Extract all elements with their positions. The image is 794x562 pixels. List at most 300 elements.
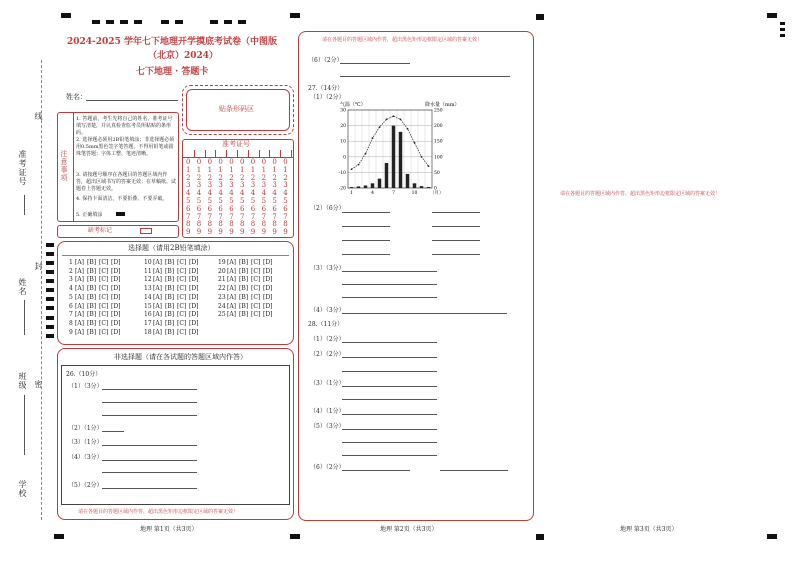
q27-head: 27.（14分） xyxy=(308,85,344,92)
choice-option-bubble[interactable]: [D] xyxy=(111,267,121,275)
reg-mark xyxy=(46,252,54,256)
answer-line[interactable] xyxy=(102,389,197,390)
answer-line[interactable] xyxy=(342,240,390,241)
choice-option-bubble[interactable]: [C] xyxy=(99,293,109,301)
choice-option-bubble[interactable]: [A] xyxy=(75,259,85,266)
answer-line[interactable] xyxy=(342,342,437,343)
choice-option-bubble[interactable]: [B] xyxy=(239,311,249,319)
exam-no-digit[interactable]: 4 xyxy=(229,189,234,198)
choice-option-bubble[interactable]: [C] xyxy=(251,311,261,319)
answer-line[interactable] xyxy=(340,76,510,77)
chart-x-tick: 7 xyxy=(392,191,395,196)
answer-line[interactable] xyxy=(102,431,124,432)
exam-no-digit[interactable]: 4 xyxy=(240,189,245,198)
choice-option-bubble[interactable]: [B] xyxy=(165,259,175,266)
chart-point-temperature xyxy=(421,156,423,158)
exam-no-digit[interactable]: 3 xyxy=(240,181,245,190)
choice-option-bubble[interactable]: [A] xyxy=(153,319,163,327)
choice-option-bubble[interactable]: [B] xyxy=(239,267,249,275)
answer-line[interactable] xyxy=(342,371,437,372)
choice-question-number: 7 xyxy=(69,311,73,319)
footer-3: 地理 第3页（共3页） xyxy=(620,526,678,533)
exam-no-digit[interactable]: 5 xyxy=(196,197,202,205)
answer-line[interactable] xyxy=(102,402,197,403)
choice-option-bubble[interactable]: [B] xyxy=(87,267,97,275)
name-field[interactable] xyxy=(86,100,178,101)
choice-option-bubble[interactable]: [A] xyxy=(75,311,85,319)
exam-no-digit[interactable]: 2 xyxy=(186,173,191,182)
choice-option-bubble[interactable]: [A] xyxy=(75,267,85,275)
choice-option-bubble[interactable]: [D] xyxy=(111,276,121,284)
reg-mark xyxy=(780,22,785,25)
notice-label: 注意事项 xyxy=(60,150,68,182)
exam-no-digit[interactable]: 9 xyxy=(207,228,213,237)
q27-1: （1）（2分） xyxy=(310,94,345,101)
reg-mark xyxy=(290,534,300,539)
choice-option-bubble[interactable]: [D] xyxy=(189,302,199,310)
q28-6: （6）（2分） xyxy=(310,464,345,471)
choice-option-bubble[interactable]: [D] xyxy=(111,302,121,310)
answer-line[interactable] xyxy=(432,254,480,255)
exam-no-digit[interactable]: 6 xyxy=(207,204,213,213)
exam-no-digit[interactable]: 1 xyxy=(272,165,277,174)
exam-no-digit[interactable]: 6 xyxy=(240,204,245,213)
choice-option-bubble[interactable]: [C] xyxy=(251,302,261,310)
exam-no-digit[interactable]: 4 xyxy=(207,189,213,198)
reg-mark xyxy=(92,20,100,24)
choice-option-bubble[interactable]: [A] xyxy=(227,267,237,275)
choice-option-bubble[interactable]: [C] xyxy=(177,302,187,310)
exam-no-digit[interactable]: 4 xyxy=(196,189,202,198)
reg-mark xyxy=(46,243,54,247)
choice-option-bubble[interactable]: [A] xyxy=(153,293,163,301)
exam-no-digit[interactable]: 9 xyxy=(218,228,223,237)
exam-no-digit[interactable]: 7 xyxy=(207,212,213,221)
exam-no-digit[interactable]: 3 xyxy=(250,181,256,190)
choice-option-bubble[interactable]: [A] xyxy=(227,285,237,293)
exam-no-digit[interactable]: 5 xyxy=(272,197,277,205)
choice-option-bubble[interactable]: [A] xyxy=(227,276,237,284)
answer-line[interactable] xyxy=(340,63,410,64)
chart-point-temperature xyxy=(365,153,367,155)
side-line xyxy=(24,195,25,215)
exam-no-digit[interactable]: 3 xyxy=(207,181,213,190)
choice-option-bubble[interactable]: [B] xyxy=(87,276,97,284)
chart-x-tick: 1 xyxy=(350,191,353,196)
answer-line[interactable] xyxy=(432,212,480,213)
chart-point-temperature xyxy=(407,128,409,130)
answer-line[interactable] xyxy=(342,470,410,471)
exam-no-digit[interactable]: 1 xyxy=(229,165,234,174)
answer-line[interactable] xyxy=(342,442,437,443)
exam-no-digit[interactable]: 2 xyxy=(283,173,288,182)
choice-option-bubble[interactable]: [D] xyxy=(111,259,121,266)
choice-option-bubble[interactable]: [D] xyxy=(189,311,199,319)
choice-option-bubble[interactable]: [D] xyxy=(263,302,273,310)
footer-1: 地理 第1页（共3页） xyxy=(140,526,198,533)
choice-option-bubble[interactable]: [D] xyxy=(189,328,199,336)
choice-option-bubble[interactable]: [C] xyxy=(177,267,187,275)
choice-option-bubble[interactable]: [C] xyxy=(99,267,109,275)
choice-question-number: 12 xyxy=(144,276,152,284)
choice-option-bubble[interactable]: [D] xyxy=(189,267,199,275)
choice-option-bubble[interactable]: [B] xyxy=(165,285,175,293)
chart-bar-precipitation xyxy=(364,186,368,188)
exam-no-digit[interactable]: 6 xyxy=(186,204,191,213)
exam-no-digit[interactable]: 5 xyxy=(240,197,245,205)
choice-option-bubble[interactable]: [B] xyxy=(87,302,97,310)
choice-option-bubble[interactable]: [C] xyxy=(251,259,261,266)
exam-no-digit[interactable]: 8 xyxy=(261,220,267,229)
choice-question-number: 1 xyxy=(69,259,73,266)
q26-head: 26.（10分） xyxy=(66,371,102,378)
exam-no-digit[interactable]: 4 xyxy=(283,189,288,198)
choice-option-bubble[interactable]: [B] xyxy=(165,319,175,327)
exam-no-digit[interactable]: 7 xyxy=(272,212,277,221)
choice-option-bubble[interactable]: [B] xyxy=(165,276,175,284)
exam-no-digit[interactable]: 6 xyxy=(261,204,267,213)
chart-y-tick-left: 10 xyxy=(340,139,346,145)
choice-option-bubble[interactable]: [C] xyxy=(251,267,261,275)
exam-no-digit[interactable]: 8 xyxy=(240,220,245,229)
exam-no-digit[interactable]: 9 xyxy=(283,228,288,237)
choice-question-number: 23 xyxy=(218,293,226,301)
exam-no-digit[interactable]: 2 xyxy=(229,173,234,182)
exam-no-digit[interactable]: 3 xyxy=(186,181,191,190)
reg-mark xyxy=(290,13,300,18)
choice-option-bubble[interactable]: [D] xyxy=(263,276,273,284)
choice-option-bubble[interactable]: [B] xyxy=(165,267,175,275)
choice-option-bubble[interactable]: [A] xyxy=(153,311,163,319)
exam-no-digit[interactable]: 8 xyxy=(272,220,277,229)
choice-option-bubble[interactable]: [A] xyxy=(75,285,85,293)
exam-no-digit[interactable]: 6 xyxy=(218,204,223,213)
exam-no-digit[interactable]: 2 xyxy=(250,173,256,182)
choice-question-number: 8 xyxy=(69,319,73,327)
exam-no-digit[interactable]: 2 xyxy=(272,173,277,182)
choice-option-bubble[interactable]: [B] xyxy=(165,311,175,319)
choice-question-number: 11 xyxy=(144,267,152,275)
choice-option-bubble[interactable]: [C] xyxy=(177,311,187,319)
answer-line[interactable] xyxy=(342,357,437,358)
choice-option-bubble[interactable]: [A] xyxy=(227,293,237,301)
choice-option-bubble[interactable]: [D] xyxy=(111,328,121,336)
answer-line[interactable] xyxy=(342,254,390,255)
choice-option-bubble[interactable]: [A] xyxy=(153,267,163,275)
exam-no-digit[interactable]: 6 xyxy=(196,204,202,213)
choice-option-bubble[interactable]: [B] xyxy=(239,276,249,284)
exam-no-digit[interactable]: 8 xyxy=(207,220,213,229)
chart-y-tick-right: 200 xyxy=(434,124,443,130)
answer-line[interactable] xyxy=(440,470,508,471)
answer-line[interactable] xyxy=(432,226,480,227)
choice-option-bubble[interactable]: [A] xyxy=(153,276,163,284)
choice-option-bubble[interactable]: [A] xyxy=(75,319,85,327)
reg-mark xyxy=(175,20,183,24)
choice-option-bubble[interactable]: [D] xyxy=(263,285,273,293)
exam-no-digit[interactable]: 5 xyxy=(218,197,223,205)
chart-y-tick-left: 20 xyxy=(340,124,346,130)
exam-no-digit[interactable]: 2 xyxy=(240,173,245,182)
exam-no-column xyxy=(238,150,249,158)
exam-no-digit[interactable]: 0 xyxy=(218,158,223,166)
exam-no-digit[interactable]: 8 xyxy=(250,220,256,229)
chart-point-temperature xyxy=(379,126,381,128)
side-line xyxy=(24,300,25,335)
choice-option-bubble[interactable]: [C] xyxy=(177,285,187,293)
answer-line[interactable] xyxy=(342,284,437,285)
answer-line[interactable] xyxy=(342,271,437,272)
notice-divider xyxy=(73,112,74,222)
exam-no-digit[interactable]: 2 xyxy=(261,173,267,182)
exam-no-digit[interactable]: 1 xyxy=(283,165,288,174)
choice-option-bubble[interactable]: [D] xyxy=(263,259,273,266)
exam-no-digit[interactable]: 1 xyxy=(218,165,223,174)
choice-option-bubble[interactable]: [D] xyxy=(189,319,199,327)
choice-option-bubble[interactable]: [D] xyxy=(111,293,121,301)
choice-option-bubble[interactable]: [D] xyxy=(189,259,199,266)
exam-no-digit[interactable]: 9 xyxy=(272,228,277,237)
page-title-2: （北京）2024） xyxy=(148,51,219,61)
exam-no-digit[interactable]: 8 xyxy=(283,220,288,229)
exam-no-digit[interactable]: 5 xyxy=(229,197,234,205)
choice-option-bubble[interactable]: [A] xyxy=(153,302,163,310)
choice-option-bubble[interactable]: [B] xyxy=(239,302,249,310)
exam-no-digit[interactable]: 3 xyxy=(272,181,277,190)
choice-option-bubble[interactable]: [B] xyxy=(239,293,249,301)
choice-option-bubble[interactable]: [C] xyxy=(251,276,261,284)
q26-item-1: （1）（3分） xyxy=(68,383,103,390)
exam-no-digit[interactable]: 7 xyxy=(240,212,245,221)
choice-option-bubble[interactable]: [B] xyxy=(87,328,97,336)
exam-no-digit[interactable]: 3 xyxy=(283,181,288,190)
exam-no-digit[interactable]: 0 xyxy=(240,158,245,166)
exam-no-digit[interactable]: 6 xyxy=(283,204,288,213)
chart-ylabel-left: 气温（℃） xyxy=(340,102,366,108)
exam-no-digit[interactable]: 6 xyxy=(250,204,256,213)
exam-no-digit[interactable]: 7 xyxy=(250,212,256,221)
answer-line[interactable] xyxy=(102,445,197,446)
exam-no-digit[interactable]: 8 xyxy=(229,220,234,229)
exam-no-digit[interactable]: 0 xyxy=(283,158,288,166)
p2-q6: （6）（2分） xyxy=(308,57,343,64)
choice-option-bubble[interactable]: [D] xyxy=(263,293,273,301)
choice-option-bubble[interactable]: [A] xyxy=(75,276,85,284)
choice-option-bubble[interactable]: [C] xyxy=(99,259,109,266)
exam-no-digit[interactable]: 9 xyxy=(196,228,202,237)
exam-no-digit[interactable]: 2 xyxy=(218,173,223,182)
choice-option-bubble[interactable]: [A] xyxy=(75,293,85,301)
reg-mark xyxy=(120,20,128,24)
exam-no-digit[interactable]: 5 xyxy=(207,197,213,205)
choice-option-bubble[interactable]: [C] xyxy=(177,328,187,336)
exam-no-digit[interactable]: 6 xyxy=(229,204,234,213)
exam-no-digit[interactable]: 4 xyxy=(261,189,267,198)
chart-y-tick-right: 50 xyxy=(434,170,440,176)
exam-no-digit[interactable]: 5 xyxy=(261,197,267,205)
choice-option-bubble[interactable]: [D] xyxy=(189,276,199,284)
choice-option-bubble[interactable]: [C] xyxy=(251,285,261,293)
exam-no-digit[interactable]: 9 xyxy=(229,228,234,237)
exam-no-digit[interactable]: 5 xyxy=(250,197,256,205)
choice-option-bubble[interactable]: [A] xyxy=(75,328,85,336)
answer-line[interactable] xyxy=(342,429,437,430)
answer-line[interactable] xyxy=(102,415,197,416)
choice-option-bubble[interactable]: [B] xyxy=(87,293,97,301)
exam-no-digit[interactable]: 2 xyxy=(196,173,202,182)
choice-option-bubble[interactable]: [C] xyxy=(177,293,187,301)
answer-line[interactable] xyxy=(342,212,390,213)
choice-option-bubble[interactable]: [B] xyxy=(165,328,175,336)
barcode-label: 贴条形码区 xyxy=(219,105,254,113)
exam-no-digit[interactable]: 0 xyxy=(261,158,267,166)
choice-option-bubble[interactable]: [A] xyxy=(227,311,237,319)
exam-no-digit[interactable]: 4 xyxy=(218,189,223,198)
choice-option-bubble[interactable]: [B] xyxy=(165,293,175,301)
exam-no-digit[interactable]: 5 xyxy=(186,197,191,205)
choice-option-bubble[interactable]: [A] xyxy=(227,259,237,266)
exam-no-digit[interactable]: 0 xyxy=(250,158,256,166)
answer-line[interactable] xyxy=(102,472,197,473)
chart-point-temperature xyxy=(414,142,416,144)
choice-option-bubble[interactable]: [A] xyxy=(75,302,85,310)
choice-option-bubble[interactable]: [B] xyxy=(239,259,249,266)
exam-no-digit[interactable]: 6 xyxy=(272,204,277,213)
reg-mark xyxy=(46,325,54,329)
side-name: 姓名 xyxy=(18,278,27,296)
chart-ylabel-right: 降水量（mm） xyxy=(425,102,460,108)
answer-line[interactable] xyxy=(342,455,437,456)
choice-option-bubble[interactable]: [C] xyxy=(99,302,109,310)
exam-no-digit[interactable]: 8 xyxy=(196,220,202,229)
choice-option-bubble[interactable]: [D] xyxy=(111,311,121,319)
choice-question-number: 15 xyxy=(144,302,152,310)
exam-no-column xyxy=(249,150,260,158)
exam-no-digit[interactable]: 4 xyxy=(250,189,256,198)
chart-point-temperature xyxy=(372,137,374,139)
exam-no-digit[interactable]: 3 xyxy=(229,181,234,190)
exam-no-digit[interactable]: 0 xyxy=(207,158,213,166)
exam-no-digit[interactable]: 9 xyxy=(186,228,191,237)
choice-question-number: 9 xyxy=(69,328,73,336)
exam-no-column xyxy=(260,150,271,158)
choice-option-bubble[interactable]: [D] xyxy=(189,285,199,293)
exam-no-digit[interactable]: 7 xyxy=(283,212,288,221)
answer-line[interactable] xyxy=(342,297,437,298)
absent-checkbox[interactable] xyxy=(140,228,152,234)
reg-mark xyxy=(536,14,544,20)
choice-option-bubble[interactable]: [C] xyxy=(177,319,187,327)
exam-no-digit[interactable]: 1 xyxy=(186,165,191,174)
choice-option-bubble[interactable]: [B] xyxy=(87,311,97,319)
chart-point-temperature xyxy=(400,118,402,120)
exam-no-digit[interactable]: 0 xyxy=(272,158,277,166)
choice-option-bubble[interactable]: [C] xyxy=(177,259,187,266)
choice-option-bubble[interactable]: [C] xyxy=(177,276,187,284)
choice-option-bubble[interactable]: [B] xyxy=(87,259,97,266)
answer-line[interactable] xyxy=(342,399,437,400)
choice-option-bubble[interactable]: [C] xyxy=(99,276,109,284)
exam-no-digit[interactable]: 0 xyxy=(186,158,191,166)
choice-question-number: 3 xyxy=(69,276,73,284)
chart-bar-precipitation xyxy=(399,132,403,188)
choice-option-bubble[interactable]: [A] xyxy=(153,259,163,266)
exam-no-digit[interactable]: 4 xyxy=(186,189,191,198)
chart-y-tick-right: 0 xyxy=(434,186,437,192)
choice-option-bubble[interactable]: [D] xyxy=(263,311,273,319)
exam-no-digit[interactable]: 2 xyxy=(207,173,213,182)
answer-line[interactable] xyxy=(342,386,437,387)
chart-bar-precipitation xyxy=(371,183,375,188)
exam-no-digit[interactable]: 9 xyxy=(250,228,256,237)
footer-2: 地理 第2页（共3页） xyxy=(380,526,438,533)
choice-option-bubble[interactable]: [C] xyxy=(99,311,109,319)
reg-mark xyxy=(134,20,142,24)
choice-option-bubble[interactable]: [D] xyxy=(263,267,273,275)
exam-no-digit[interactable]: 0 xyxy=(229,158,234,166)
exam-no-digit[interactable]: 7 xyxy=(196,212,202,221)
answer-line[interactable] xyxy=(342,226,390,227)
choice-option-bubble[interactable]: [C] xyxy=(99,285,109,293)
choice-option-bubble[interactable]: [A] xyxy=(153,328,163,336)
choice-option-bubble[interactable]: [D] xyxy=(189,293,199,301)
answer-line[interactable] xyxy=(102,460,197,461)
exam-no-digit[interactable]: 1 xyxy=(207,165,213,174)
exam-no-digit[interactable]: 9 xyxy=(240,228,245,237)
choice-option-bubble[interactable]: [C] xyxy=(99,328,109,336)
choice-option-bubble[interactable]: [C] xyxy=(251,293,261,301)
choice-option-bubble[interactable]: [D] xyxy=(111,319,121,327)
exam-no-digit[interactable]: 7 xyxy=(261,212,267,221)
chart-y-tick-right: 150 xyxy=(434,139,443,145)
exam-no-digit[interactable]: 8 xyxy=(218,220,223,229)
answer-line[interactable] xyxy=(342,313,507,314)
answer-line[interactable] xyxy=(102,488,197,489)
choice-option-bubble[interactable]: [B] xyxy=(165,302,175,310)
exam-no-digit[interactable]: 1 xyxy=(196,165,202,174)
exam-no-digit[interactable]: 7 xyxy=(186,212,191,221)
choice-option-bubble[interactable]: [A] xyxy=(153,285,163,293)
exam-no-digit[interactable]: 1 xyxy=(240,165,245,174)
choice-option-bubble[interactable]: [D] xyxy=(111,285,121,293)
exam-no-digit[interactable]: 1 xyxy=(250,165,256,174)
exam-no-digit[interactable]: 7 xyxy=(229,212,234,221)
answer-line[interactable] xyxy=(342,414,437,415)
choice-option-bubble[interactable]: [B] xyxy=(87,319,97,327)
exam-no-column xyxy=(195,150,206,158)
reg-mark xyxy=(46,288,54,292)
choice-option-bubble[interactable]: [B] xyxy=(239,285,249,293)
side-bind-label: 密 xyxy=(34,380,43,389)
exam-no-digit[interactable]: 1 xyxy=(261,165,267,174)
exam-no-digit[interactable]: 3 xyxy=(196,181,202,190)
exam-no-digit[interactable]: 0 xyxy=(196,158,202,166)
choice-option-bubble[interactable]: [C] xyxy=(99,319,109,327)
exam-no-digit[interactable]: 3 xyxy=(218,181,223,190)
choice-option-bubble[interactable]: [B] xyxy=(87,285,97,293)
exam-no-digit[interactable]: 3 xyxy=(261,181,267,190)
exam-no-digit[interactable]: 8 xyxy=(186,220,191,229)
chart-point-temperature xyxy=(351,168,353,170)
exam-no-digit[interactable]: 4 xyxy=(272,189,277,198)
reg-mark xyxy=(46,316,54,320)
exam-no-digit[interactable]: 7 xyxy=(218,212,223,221)
choice-option-bubble[interactable]: [A] xyxy=(227,302,237,310)
exam-no-digit[interactable]: 5 xyxy=(283,197,288,205)
answer-line[interactable] xyxy=(432,240,480,241)
warn-text: 请在各题目的答题区域内作答，超出黑色矩形边框限定区域的答案无效！ xyxy=(78,509,239,515)
exam-no-digit[interactable]: 9 xyxy=(261,228,267,237)
